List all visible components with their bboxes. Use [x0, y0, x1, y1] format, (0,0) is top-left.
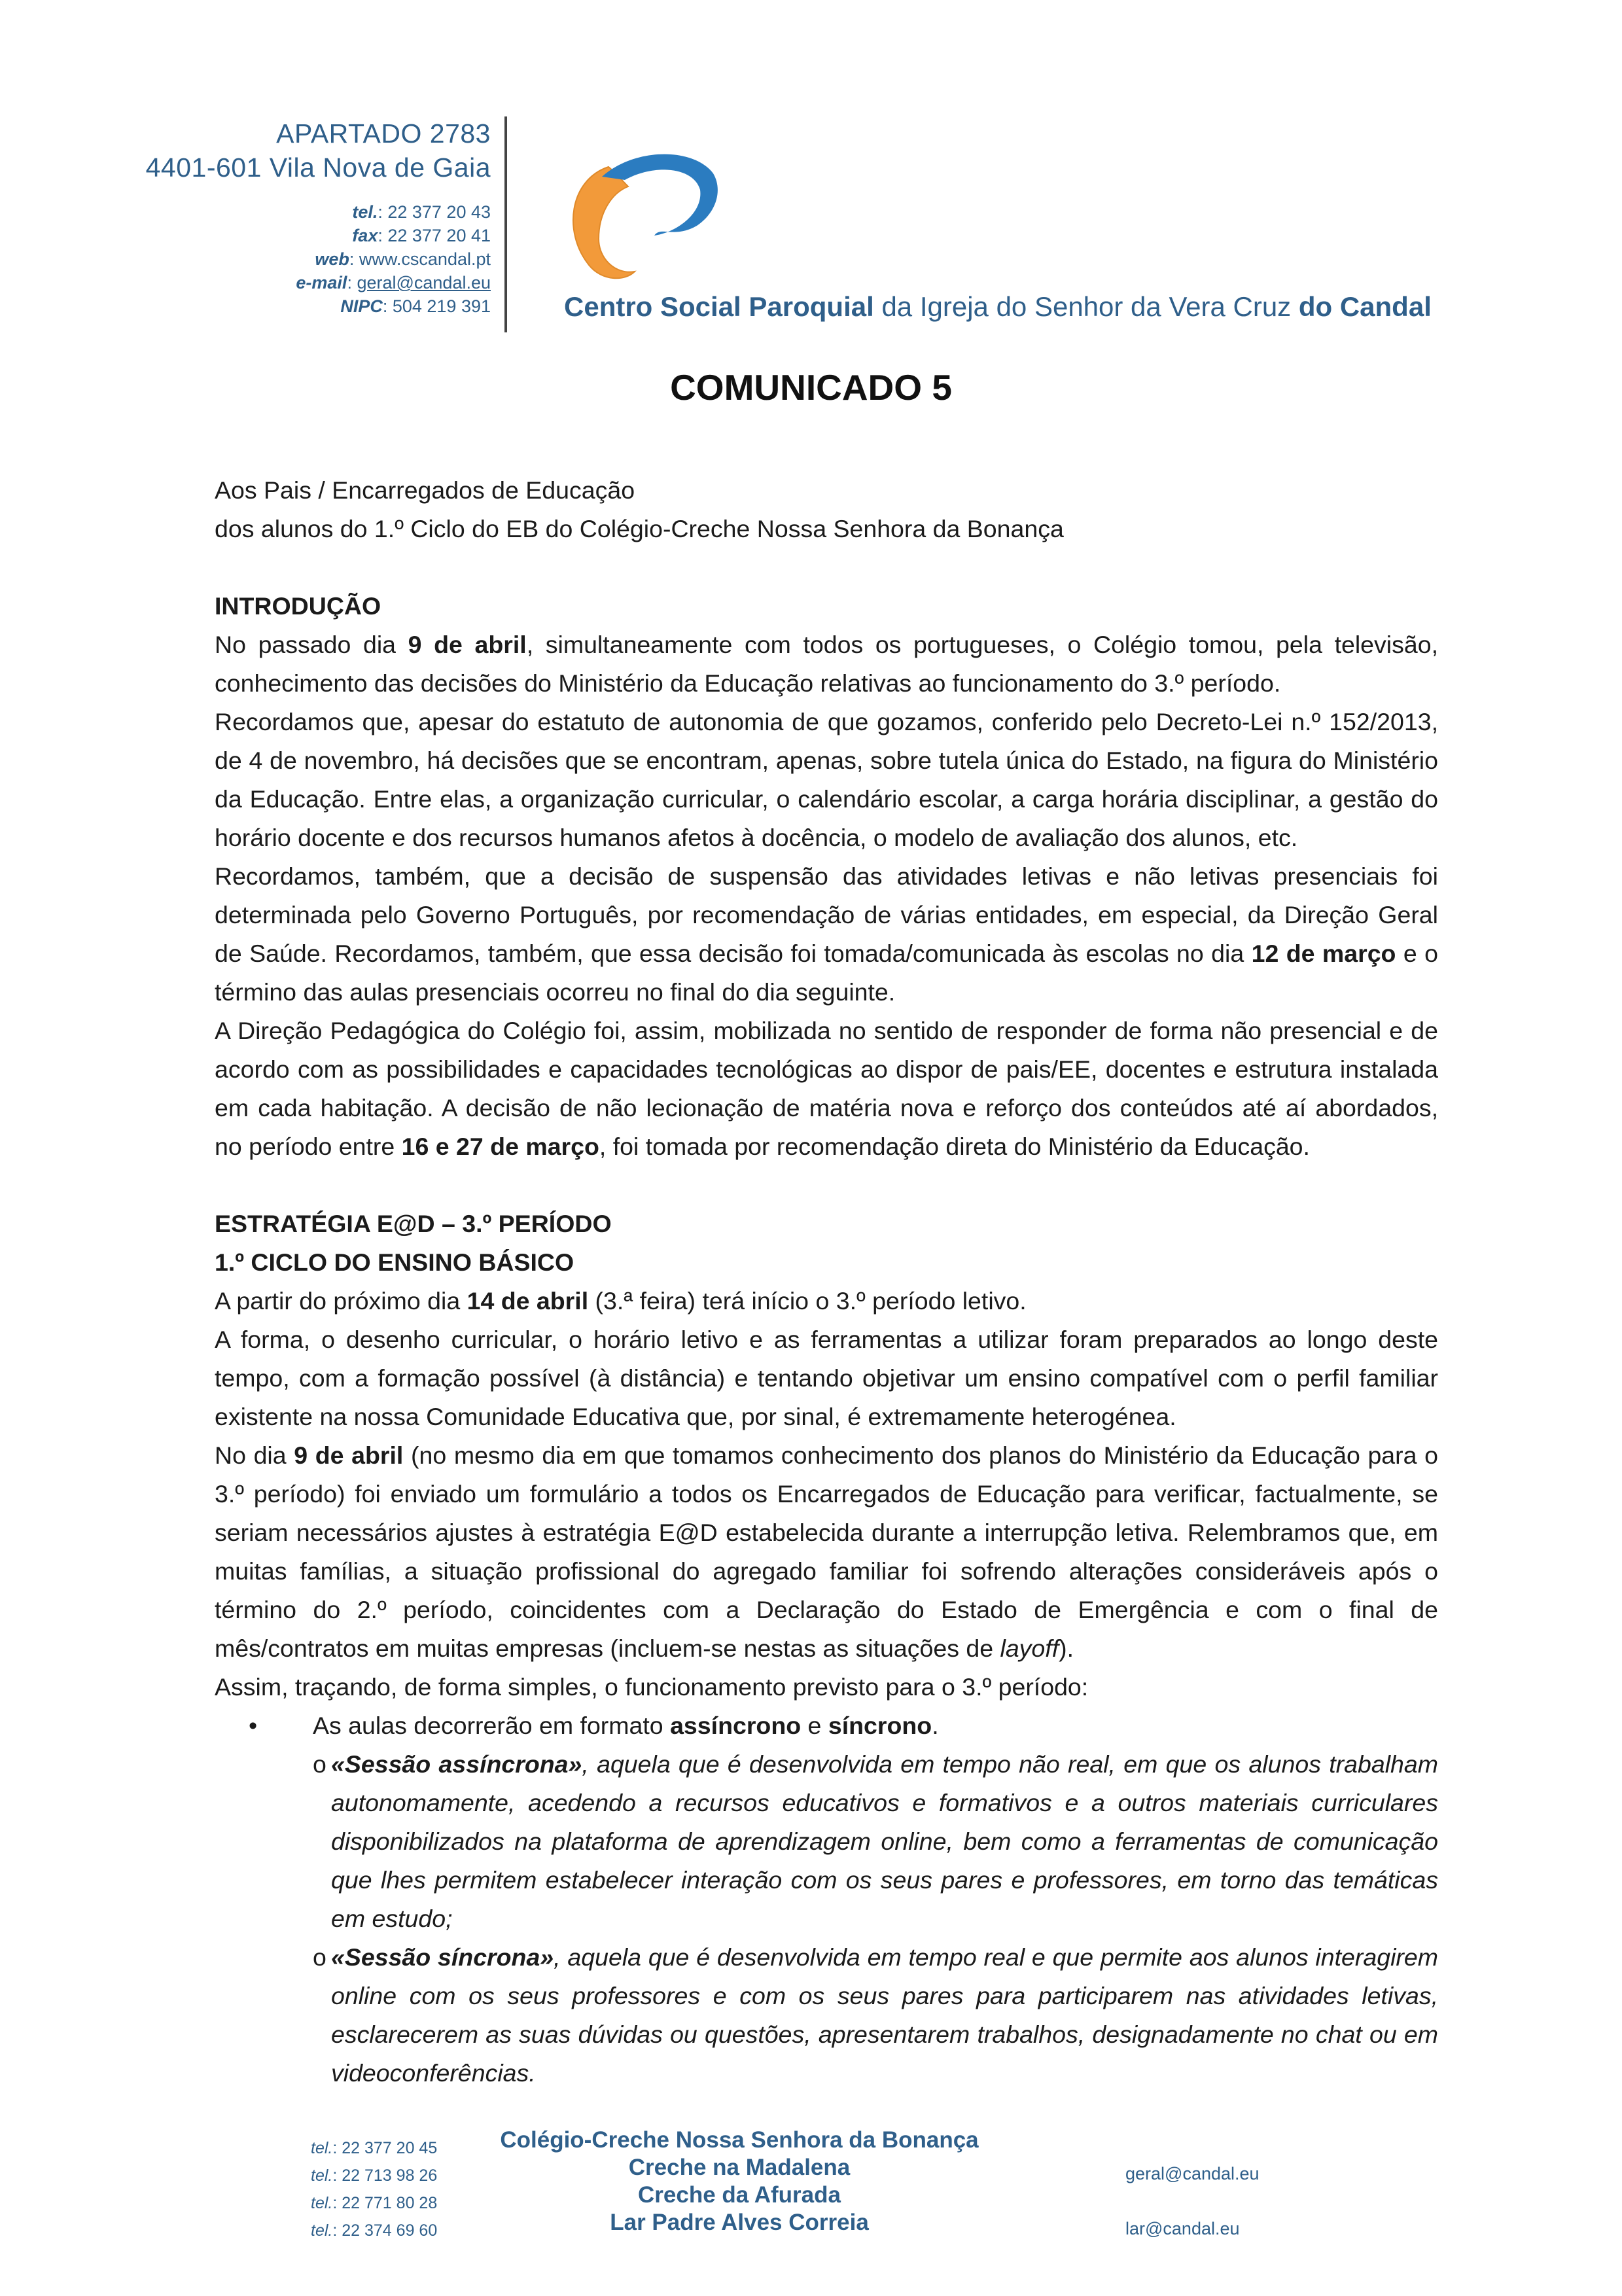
footer-email-link[interactable]: geral@candal.eu — [1125, 2164, 1260, 2183]
contact-fax: fax: 22 377 20 41 — [352, 226, 491, 245]
paragraph-line: No passado dia 9 de abril, simultaneamente com todos os portugueses, o Colégio tomou, pela televisão, — [215, 631, 1439, 658]
footer-phones — [311, 2134, 437, 2244]
paragraph-line: de 4 de novembro, há decisões que se encontram, apenas, sobre tutela única do Estado, na figura do Ministério — [215, 747, 1438, 774]
sub-list-item: o «Sessão assíncrona», aquela que é desenvolvida em tempo não real, em que os alunos trabalham autonomamente, acedendo a recursos educativos e formativos e a outros materiais curriculares disponibilizados na plataforma de aprendizagem online, bem como a ferramentas de comunicação que lhes permitem estabelecer interação com os seus pares e professores, em torno das temáticas em estudo; — [215, 1745, 1438, 1938]
section-subheading: 1.º CICLO DO ENSINO BÁSICO — [215, 1248, 574, 1276]
paragraph-line: horário docente e dos recursos humanos afetos à docência, o modelo de avaliação dos alunos, etc. — [215, 824, 1298, 851]
paragraph-line: em cada habitação. A decisão de não lecionação de matéria nova e reforço dos conteúdos até aí abordados, — [215, 1094, 1438, 1122]
paragraph-line: Assim, traçando, de forma simples, o funcionamento previsto para o 3.º período: — [215, 1673, 1089, 1701]
address-line-1: APARTADO 2783 — [276, 118, 491, 149]
paragraph-line: término das aulas presenciais ocorreu no final do dia seguinte. — [215, 978, 896, 1006]
paragraph-line: Recordamos, também, que a decisão de suspensão das atividades letivas e não letivas presenciais foi — [215, 862, 1438, 890]
address-line-2: 4401-601 Vila Nova de Gaia — [145, 152, 491, 183]
section-heading-intro: INTRODUÇÃO — [215, 592, 381, 620]
footer-emails — [1125, 2146, 1260, 2256]
list-item: • As aulas decorrerão em formato assíncrono e síncrono. — [215, 1706, 1438, 1745]
paragraph-line: conhecimento das decisões do Ministério da Educação relativas ao funcionamento do 3.º período. — [215, 669, 1281, 697]
paragraph-line: determinada pelo Governo Português, por recomendação de várias entidades, em especial, da Direção Geral — [215, 901, 1438, 928]
paragraph-line: acordo com as possibilidades e capacidades tecnológicas ao dispor de pais/EE, docentes e estrutura instalada — [215, 1055, 1438, 1083]
paragraph-line: seriam necessários ajustes à estratégia E@D estabelecida durante a interrupção letiva. Relembramos que, em — [215, 1519, 1438, 1546]
footer-organizations — [458, 2127, 1021, 2236]
paragraph-line: Recordamos que, apesar do estatuto de autonomia de que gozamos, conferido pelo Decreto-Lei n.º 152/2013, — [215, 708, 1438, 735]
paragraph-line: 3.º período) foi enviado um formulário a todos os Encarregados de Educação para verificar, factualmente, se — [215, 1480, 1438, 1508]
recipient-line: dos alunos do 1.º Ciclo do EB do Colégio-Creche Nossa Senhora da Bonança — [215, 515, 1064, 542]
circle-bullet-icon: o — [313, 1750, 326, 1778]
header-address — [79, 116, 491, 185]
section-heading-strategy: ESTRATÉGIA E@D – 3.º PERÍODO — [215, 1210, 612, 1237]
circle-bullet-icon: o — [313, 1943, 326, 1971]
paragraph-line: de Saúde. Recordamos, também, que essa decisão foi tomada/comunicada às escolas no dia 12 de março e o — [215, 940, 1438, 967]
paragraph-line: término do 2.º período, coincidentes com a Declaração do Estado de Emergência e com o final de — [215, 1596, 1438, 1623]
footer-email-link[interactable]: lar@candal.eu — [1125, 2219, 1240, 2238]
bullet-icon: • — [249, 1712, 258, 1739]
paragraph-line: tempo, com a formação possível (à distância) e tentando objetivar um ensino compatível com o perfil familiar — [215, 1364, 1438, 1392]
page-title: COMUNICADO 5 — [670, 367, 952, 408]
sub-list-item: o «Sessão síncrona», aquela que é desenvolvida em tempo real e que permite aos alunos interagirem online com os seus professores e com os seus pares para participarem nas atividades letivas, esclarecerem as suas dúvidas ou questões, apresentarem trabalhos, designadamente no chat ou em videoconferências. — [215, 1938, 1438, 2093]
footer-phone: tel.: 22 377 20 45 — [311, 2139, 438, 2157]
paragraph-line: da Educação. Entre elas, a organização curricular, o calendário escolar, a carga horária disciplinar, a gestão do — [215, 785, 1438, 813]
contact-web[interactable]: web: www.cscandal.pt — [315, 249, 491, 269]
contact-tel: tel.: 22 377 20 43 — [352, 202, 491, 222]
paragraph-line: existente na nossa Comunidade Educativa que, por sinal, é extremamente heterogénea. — [215, 1403, 1176, 1430]
paragraph-line: A partir do próximo dia 14 de abril (3.ª feira) terá início o 3.º período letivo. — [215, 1287, 1027, 1315]
document-body — [215, 471, 1438, 2093]
paragraph-line: no período entre 16 e 27 de março, foi tomada por recomendação direta do Ministério da Educação. — [215, 1133, 1310, 1160]
organization-name: Centro Social Paroquial da Igreja do Senhor da Vera Cruz do Candal — [564, 291, 1432, 322]
paragraph-line: muitas famílias, a situação profissional do agregado familiar foi sofrendo alterações consideráveis após o — [215, 1557, 1438, 1585]
paragraph-line: mês/contratos em muitas empresas (incluem-se nestas as situações de layoff). — [215, 1634, 1074, 1662]
footer-phone: tel.: 22 771 80 28 — [311, 2194, 438, 2212]
header-contacts — [196, 200, 491, 318]
contact-email[interactable]: e-mail: geral@candal.eu — [296, 273, 491, 292]
footer-phone: tel.: 22 713 98 26 — [311, 2166, 438, 2185]
paragraph-line: A Direção Pedagógica do Colégio foi, assim, mobilizada no sentido de responder de forma não presencial e de — [215, 1017, 1438, 1044]
recipient-line: Aos Pais / Encarregados de Educação — [215, 476, 635, 504]
contact-nipc: NIPC: 504 219 391 — [340, 296, 491, 316]
candal-logo-icon — [563, 141, 720, 291]
paragraph-line: A forma, o desenho curricular, o horário letivo e as ferramentas a utilizar foram preparados ao longo deste — [215, 1326, 1438, 1353]
paragraph-line: No dia 9 de abril (no mesmo dia em que tomamos conhecimento dos planos do Ministério da Educação para o — [215, 1441, 1438, 1469]
header-divider — [504, 116, 507, 332]
footer-phone: tel.: 22 374 69 60 — [311, 2221, 438, 2240]
footer-org: Creche da Afurada — [638, 2182, 841, 2208]
footer-org: Creche na Madalena — [628, 2155, 851, 2180]
footer-org: Lar Padre Alves Correia — [610, 2210, 869, 2235]
page-footer — [0, 2127, 1622, 2257]
footer-org: Colégio-Creche Nossa Senhora da Bonança — [500, 2127, 979, 2153]
